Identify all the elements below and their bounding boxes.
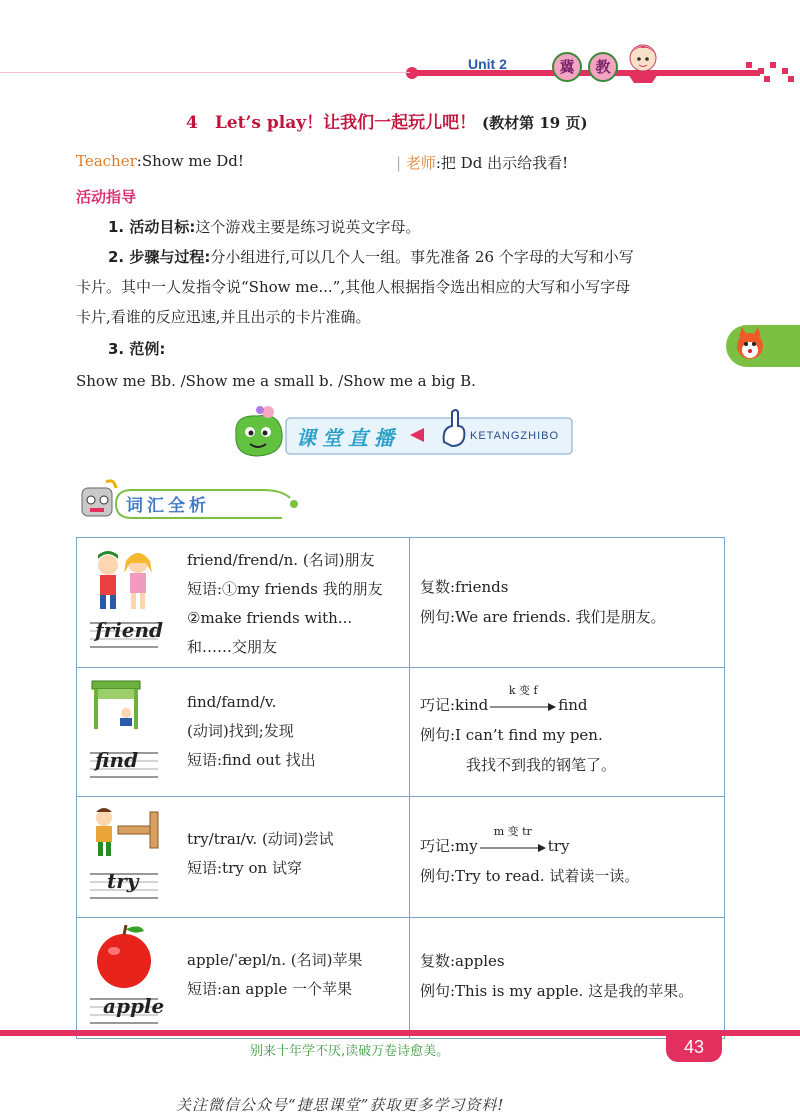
paragraph-goal (76, 212, 726, 242)
memory-prefix: 巧记:kind (420, 696, 489, 714)
memory-result: find (558, 696, 588, 714)
page-number: 43 (666, 1030, 722, 1062)
goal-text: 这个游戏主要是练习说英文字母。 (195, 218, 421, 236)
page-reference: (教材第 19 页) (482, 114, 588, 132)
word-card (77, 918, 186, 1039)
header-decoration (0, 60, 800, 84)
side-tab (726, 325, 800, 367)
definition-cell (185, 668, 410, 797)
wechat-notice: 关注微信公众号“捷思课堂”获取更多学习资料! (176, 1096, 505, 1114)
banner-subtitle: KETANGZHIBO (470, 430, 560, 442)
teacher-line-text: :Show me Dd! (136, 152, 244, 170)
word-label: try (107, 869, 139, 893)
footer-slogan: 别来十年学不厌,读破万卷诗愈美。 (250, 1044, 450, 1059)
definition-cell (185, 918, 410, 1039)
publisher-badge: 教 (588, 52, 618, 82)
banner-title: 课堂直播 (296, 426, 400, 450)
word-card (77, 668, 186, 797)
example-line: 例句:Try to read. 试着读一读。 (420, 867, 640, 885)
pointing-hand-icon (440, 408, 468, 448)
example-line: 复数:apples (420, 952, 505, 970)
green-mascot-icon (228, 404, 290, 462)
activity-title-text: 4 Let’s play！让我们一起玩儿吧！ (186, 113, 477, 133)
definition-line: 短语:try on 试穿 (187, 859, 302, 877)
transform-label: k 变 f (508, 684, 538, 697)
unit-label: Unit 2 (468, 56, 507, 72)
definition-cell (185, 538, 410, 668)
definition-line: 短语:an apple 一个苹果 (187, 980, 353, 998)
class-banner (224, 402, 576, 464)
word-card (77, 797, 186, 918)
publisher-badge: 冀 (552, 52, 582, 82)
activity-title (186, 108, 588, 133)
word-label: apple (103, 994, 165, 1018)
example-cell (410, 797, 725, 918)
memory-tip (420, 684, 724, 720)
teacher-line-cn-text: :把 Dd 出示给我看! (435, 154, 569, 172)
example-line: 例句:We are friends. 我们是朋友。 (420, 608, 666, 626)
memory-prefix: 巧记:my (420, 837, 478, 855)
transform-label: m 变 tr (493, 825, 532, 838)
memory-result: try (547, 837, 570, 855)
definition-line: 短语:find out 找出 (187, 751, 316, 769)
steps-text: 卡片。其中一人发指令说“Show me...”,其他人根据指令选出相应的大写和小写字母 (76, 278, 631, 296)
example-line: 我找不到我的钢笔了。 (466, 756, 617, 774)
paragraph-example (76, 334, 726, 396)
steps-text: 卡片,看谁的反应迅速,并且出示的卡片准确。 (76, 308, 371, 326)
children-icon (78, 539, 184, 662)
example-label: 3. 范例: (108, 340, 166, 358)
definition-line: find/faɪnd/v. (187, 693, 277, 711)
example-text: Show me Bb. /Show me a small b. /Show me a big B. (76, 372, 476, 390)
guide-heading: 活动指导 (76, 188, 137, 206)
boy-and-bed-icon (78, 798, 184, 912)
definition-line: ②make friends with... (187, 609, 353, 627)
steps-label: 2. 步骤与过程: (108, 248, 211, 266)
divider: | (396, 154, 402, 172)
definition-line: 和……交朋友 (187, 638, 278, 656)
example-line: 复数:friends (420, 578, 509, 596)
example-cell (410, 918, 725, 1039)
word-card (77, 538, 186, 668)
vocab-table (76, 537, 725, 1039)
teacher-line-cn (396, 152, 568, 173)
table-and-boy-icon (78, 669, 184, 791)
steps-text: 分小组进行,可以几个人一组。事先准备 26 个字母的大写和小写 (210, 248, 634, 266)
word-label: find (95, 748, 139, 772)
table-row (77, 538, 725, 668)
definition-cell (185, 797, 410, 918)
teacher-role-cn: 老师 (405, 154, 436, 172)
definition-line: 短语:①my friends 我的朋友 (187, 580, 383, 598)
memory-tip (420, 825, 724, 861)
example-line: 例句:I can’t find my pen. (420, 726, 603, 744)
vocab-title: 词汇全析 (126, 496, 210, 516)
cartoon-girl-icon (618, 36, 668, 84)
definition-line: (动词)找到;发现 (187, 722, 294, 740)
example-cell (410, 668, 725, 797)
teacher-role: Teacher (76, 152, 137, 170)
fox-icon (726, 325, 770, 367)
definition-line: friend/frend/n. (名词)朋友 (187, 551, 375, 569)
teacher-line-en (76, 152, 244, 170)
table-row (77, 797, 725, 918)
paragraph-steps (76, 242, 726, 332)
table-row (77, 918, 725, 1039)
definition-line: try/traɪ/v. (动词)尝试 (187, 830, 334, 848)
definition-line: apple/ˈæpl/n. (名词)苹果 (187, 951, 363, 969)
transform-arrow (480, 825, 546, 854)
word-label: friend (95, 618, 163, 642)
goal-label: 1. 活动目标: (108, 218, 196, 236)
example-cell (410, 538, 725, 668)
transform-arrow (490, 684, 556, 713)
table-row (77, 668, 725, 797)
example-line: 例句:This is my apple. 这是我的苹果。 (420, 982, 694, 1000)
